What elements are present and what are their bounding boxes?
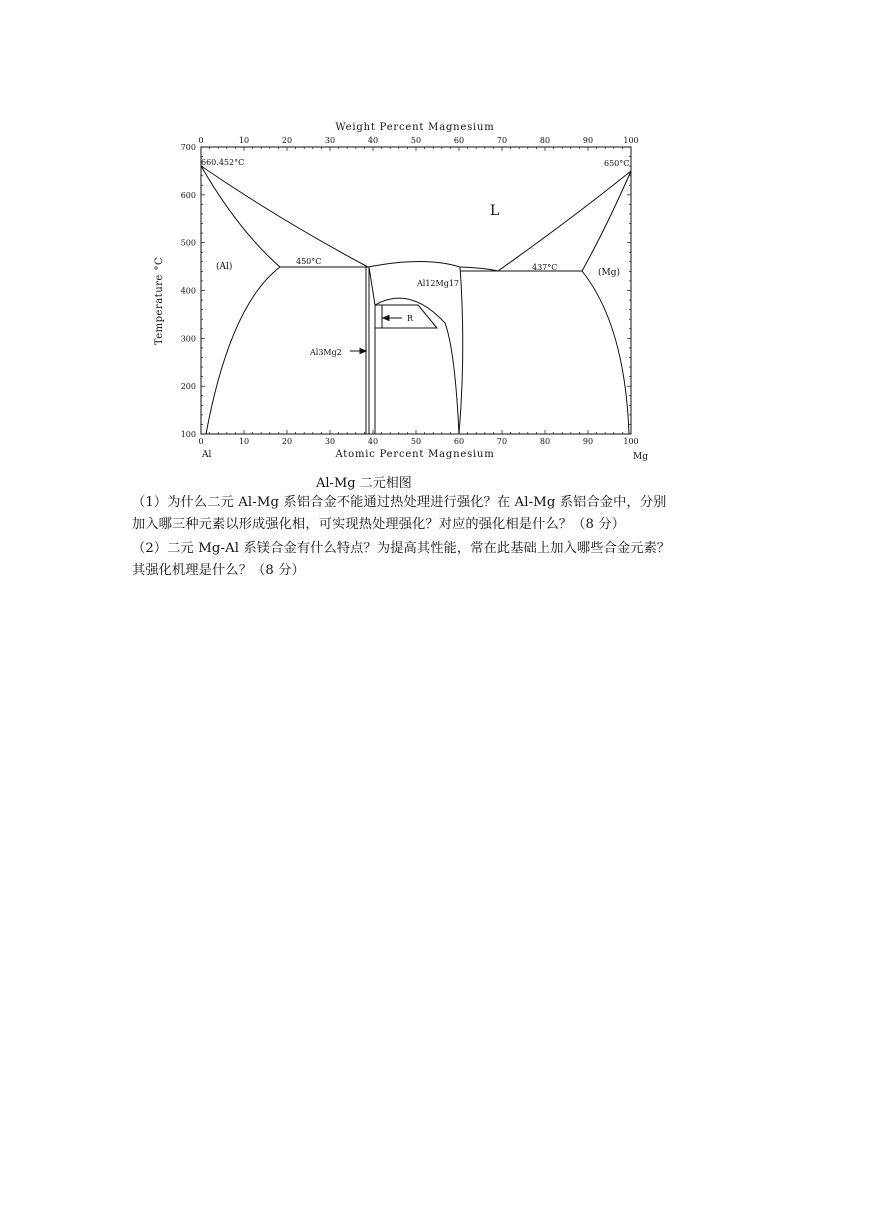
phase-mg-label: (Mg) bbox=[598, 268, 620, 278]
top-tick-label: 90 bbox=[582, 136, 594, 145]
bottom-tick-label: 20 bbox=[281, 437, 293, 446]
y-tick-label: 500 bbox=[180, 238, 196, 248]
top-tick-label: 30 bbox=[324, 136, 336, 145]
al3mg2-label: Al3Mg2 bbox=[310, 348, 342, 357]
top-tick-label: 70 bbox=[496, 136, 508, 145]
r-phase-box bbox=[375, 305, 437, 328]
al12mg17-right-boundary bbox=[459, 267, 463, 434]
axis-ticks bbox=[201, 147, 631, 434]
question-1-line-1: （1）为什么二元 Al-Mg 系铝合金不能通过热处理进行强化？在 Al-Mg 系铝合金中，分别 bbox=[132, 495, 667, 510]
phase-al-label: (Al) bbox=[216, 262, 233, 272]
r-arrow-head bbox=[383, 316, 389, 321]
top-tick-label: 50 bbox=[410, 136, 422, 145]
solidus-al bbox=[201, 166, 280, 267]
bottom-tick-label: 10 bbox=[238, 437, 250, 446]
solvus-al bbox=[206, 267, 280, 434]
y-tick-label: 300 bbox=[180, 334, 196, 344]
top-tick-label: 100 bbox=[623, 136, 639, 145]
top-tick-label: 80 bbox=[539, 136, 551, 145]
bottom-tick-label: 40 bbox=[367, 437, 379, 446]
bottom-tick-label: 60 bbox=[453, 437, 465, 446]
top-tick-labels bbox=[198, 136, 638, 145]
liquidus-mg-side bbox=[498, 171, 631, 271]
bottom-tick-label: 90 bbox=[582, 437, 594, 446]
bottom-tick-label: 70 bbox=[496, 437, 508, 446]
al3mg2-arrow-head bbox=[360, 349, 366, 354]
al12mg17-label: Al12Mg17 bbox=[417, 279, 460, 288]
liquidus-al-side bbox=[201, 166, 368, 267]
plot-frame bbox=[201, 147, 631, 434]
mg-label: Mg bbox=[633, 452, 648, 462]
bottom-tick-label: 50 bbox=[410, 437, 422, 446]
top-axis-title: Weight Percent Magnesium bbox=[335, 122, 495, 133]
y-axis-title: Temperature °C bbox=[154, 256, 165, 346]
bottom-tick-label: 30 bbox=[324, 437, 336, 446]
top-tick-label: 40 bbox=[367, 136, 379, 145]
bottom-tick-label: 0 bbox=[198, 437, 204, 446]
phase-boundaries bbox=[201, 166, 631, 434]
bottom-axis-title: Atomic Percent Magnesium bbox=[335, 449, 495, 460]
bottom-tick-labels bbox=[198, 437, 638, 446]
melt-al-label: 660.452°C bbox=[201, 158, 245, 167]
al-label: Al bbox=[202, 450, 212, 460]
top-tick-label: 20 bbox=[281, 136, 293, 145]
solidus-mg bbox=[582, 171, 631, 271]
liquidus-dome bbox=[368, 262, 498, 272]
al-mg-phase-diagram bbox=[150, 110, 650, 470]
y-tick-label: 400 bbox=[180, 286, 196, 296]
r-label: R bbox=[407, 314, 414, 323]
top-tick-label: 10 bbox=[238, 136, 250, 145]
y-tick-label: 200 bbox=[180, 382, 196, 392]
bottom-tick-label: 100 bbox=[623, 437, 639, 446]
eutectic-right-label: 437°C bbox=[532, 263, 558, 272]
bottom-tick-label: 80 bbox=[539, 437, 551, 446]
question-2-line-1: （2）二元 Mg-Al 系镁合金有什么特点？为提高其性能，常在此基础上加入哪些合金元素？ bbox=[132, 541, 671, 556]
melt-mg-label: 650°C bbox=[604, 159, 630, 168]
question-2-line-2: 其强化机理是什么？（8 分） bbox=[132, 563, 305, 578]
y-tick-label: 100 bbox=[180, 430, 196, 439]
al3mg2-boundary bbox=[369, 267, 375, 305]
y-tick-labels bbox=[181, 143, 196, 439]
top-tick-label: 0 bbox=[198, 136, 204, 145]
figure-caption: Al-Mg 二元相图 bbox=[316, 476, 412, 491]
solvus-mg bbox=[582, 271, 629, 434]
liquid-label: L bbox=[490, 203, 500, 219]
top-tick-label: 60 bbox=[453, 136, 465, 145]
y-tick-label: 600 bbox=[180, 190, 196, 200]
eutectic-left-label: 450°C bbox=[296, 257, 322, 266]
question-1-line-2: 加入哪三种元素以形成强化相，可实现热处理强化？对应的强化相是什么？（8 分） bbox=[132, 517, 626, 532]
y-tick-label: 700 bbox=[180, 143, 196, 152]
